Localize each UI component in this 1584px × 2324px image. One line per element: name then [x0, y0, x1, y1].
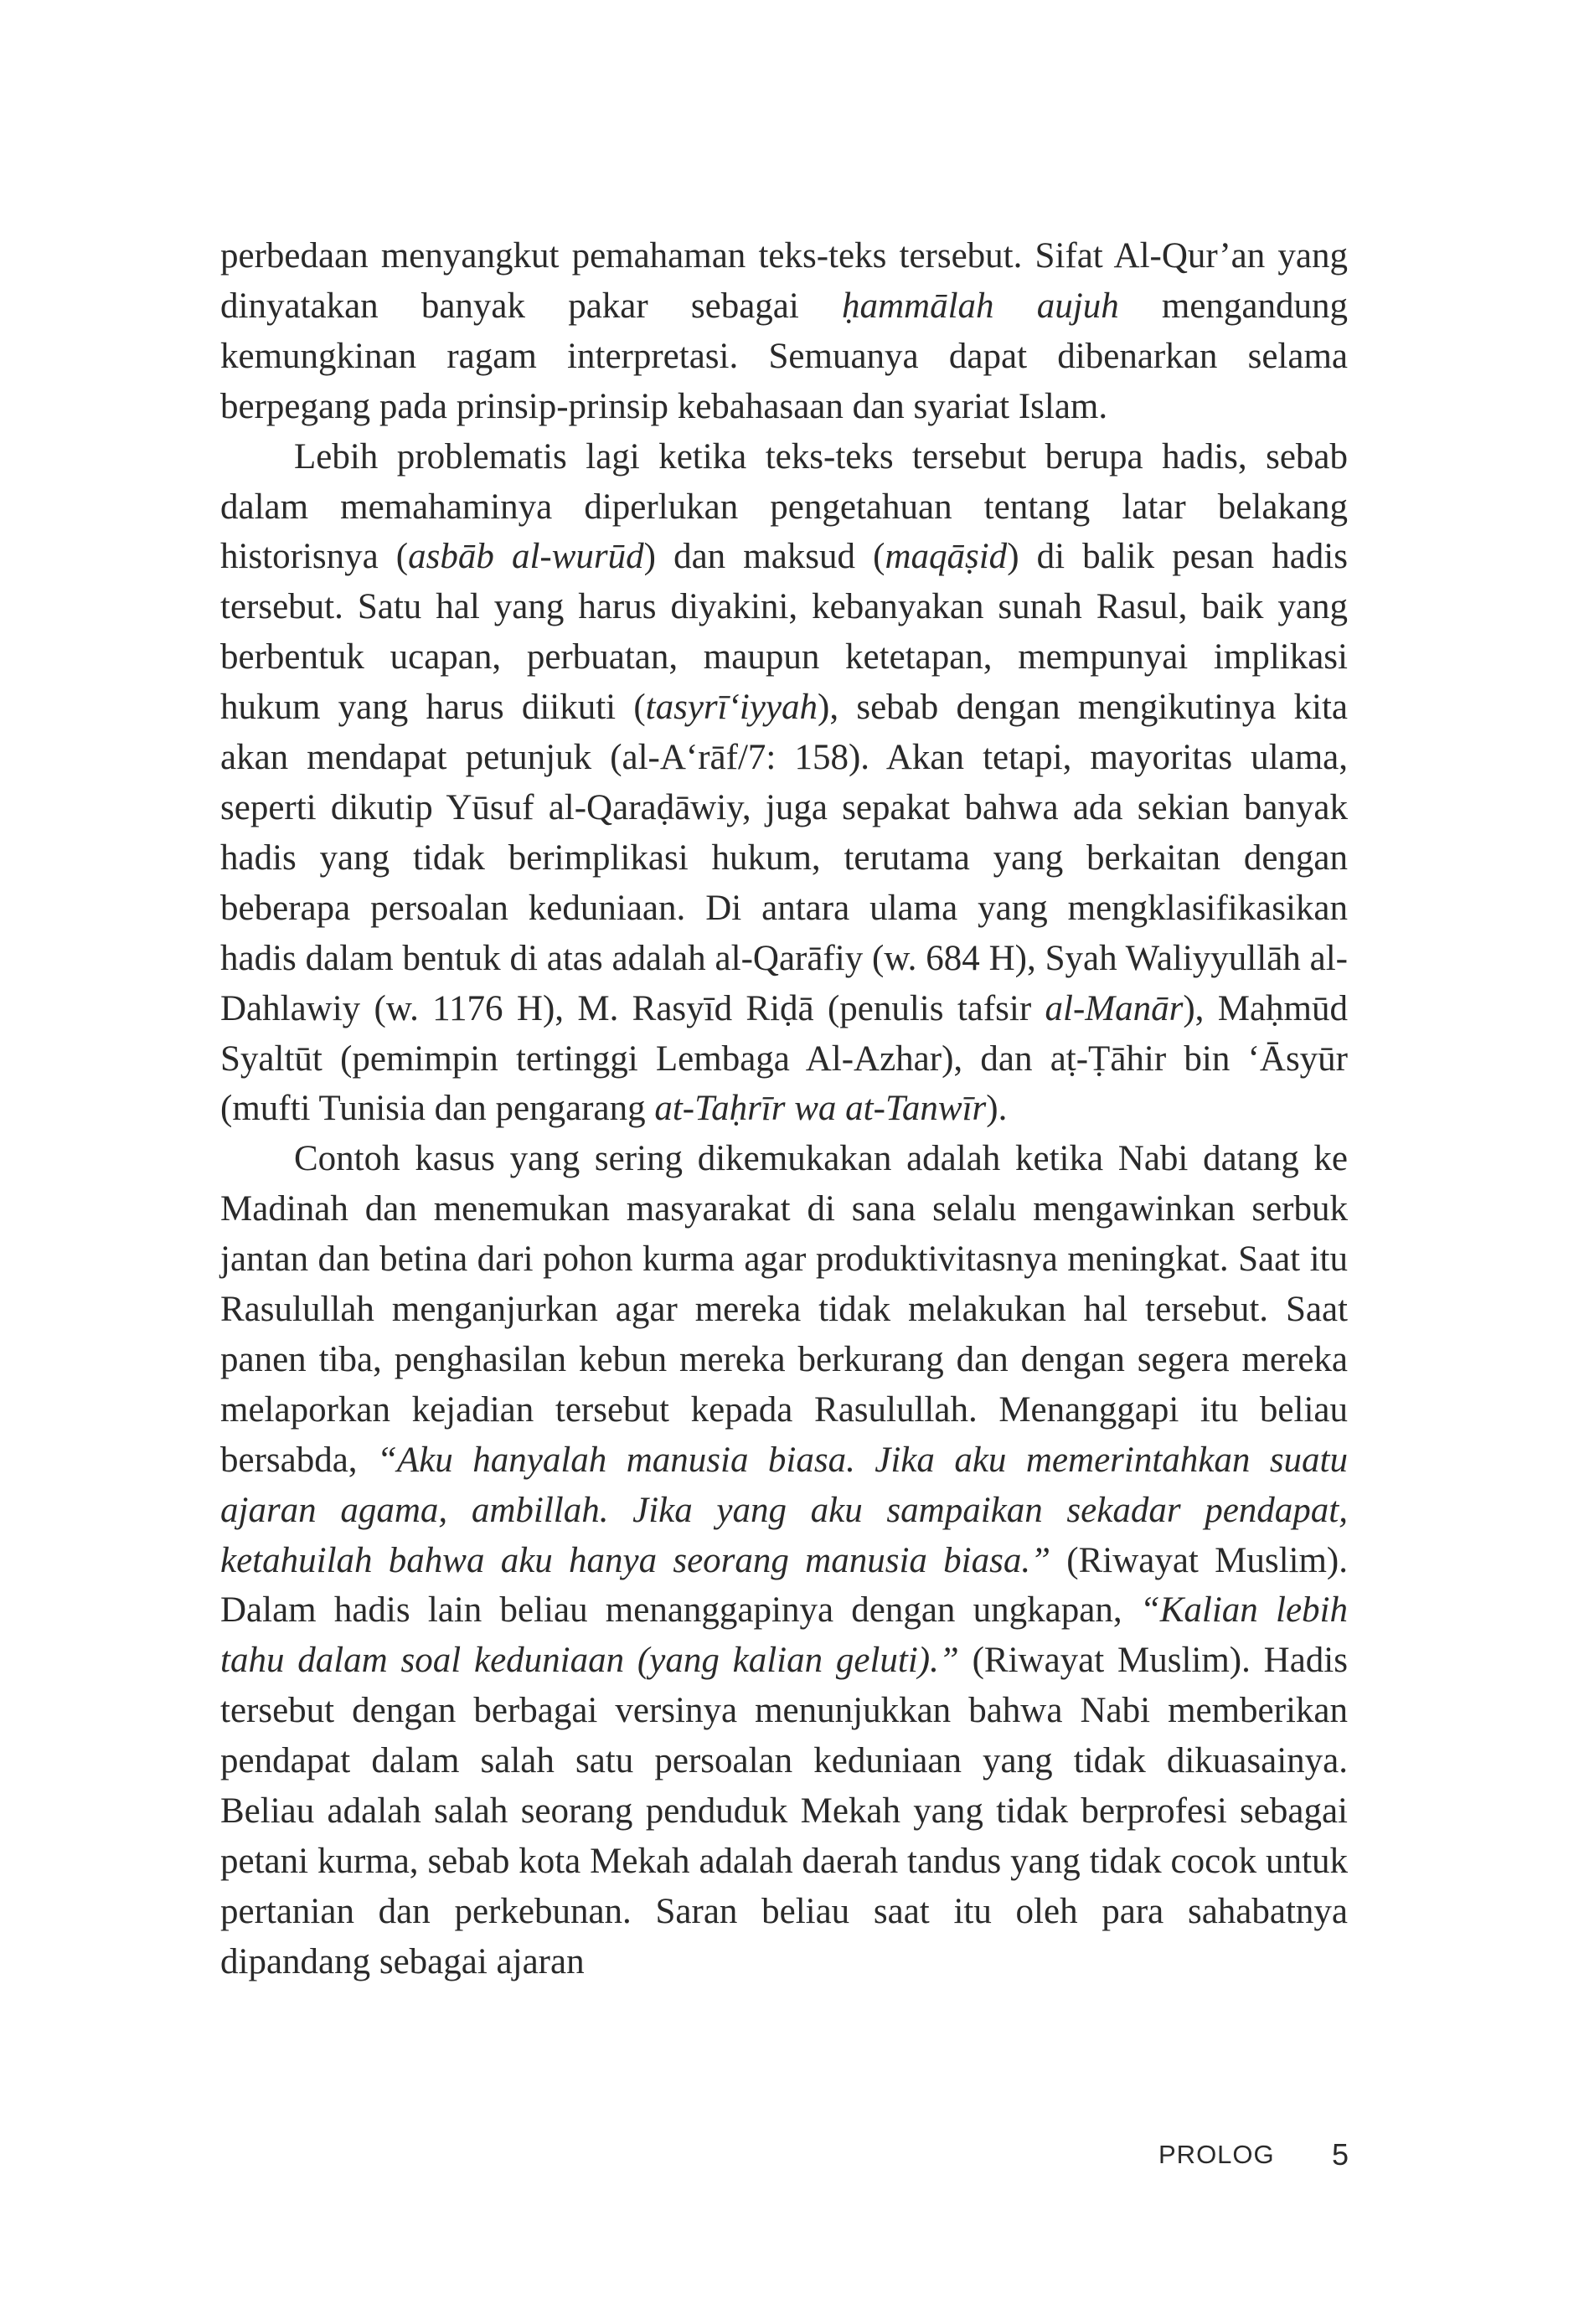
- paragraph-2-text-3: ) di balik pesan hadis tersebut. Satu hal yang harus diyakini, kebanyakan sunah Rasul, baik yang berbentuk ucapan, perbuatan, maupun ketetapan, mempunyai implikasi hukum yang harus diikuti (: [220, 537, 1348, 728]
- paragraph-2: [220, 432, 1348, 1135]
- paragraph-2-italic-5: at-Taḥrīr wa at-Tanwīr: [654, 1089, 987, 1129]
- paragraph-1-text-1: perbedaan menyangkut pemahaman teks-teks tersebut. Sifat Al-Qur’an yang dinyatakan banyak pakar sebagai: [220, 236, 1348, 326]
- paragraph-2-italic-3: tasyrī‘iyyah: [645, 688, 818, 728]
- paragraph-2-italic-1: asbāb al-wurūd: [408, 537, 644, 577]
- paragraph-3-italic-1: “Aku hanyalah manusia biasa. Jika aku memerintahkan suatu ajaran agama, ambillah. Jika yang aku sampaikan sekadar pendapat, ketahuilah bahwa aku hanya seorang manusia biasa.”: [220, 1440, 1348, 1580]
- paragraph-2-text-6: ).: [986, 1089, 1008, 1129]
- paragraph-2-italic-2: maqāṣid: [885, 537, 1008, 577]
- paragraph-3-text-1: Contoh kasus yang sering dikemukakan adalah ketika Nabi datang ke Madinah dan menemukan masyarakat di sana selalu mengawinkan serbuk jantan dan betina dari pohon kurma agar produktivitasnya meningkat. Saat itu Rasulullah menganjurkan agar mereka tidak melakukan hal tersebut. Saat panen tiba, penghasilan kebun mereka berkurang dan dengan segera mereka melaporkan kejadian tersebut kepada Rasulullah. Menanggapi itu beliau bersabda,: [220, 1139, 1348, 1480]
- paragraph-1: [220, 231, 1348, 432]
- running-footer-section: PROLOG: [1158, 2140, 1275, 2169]
- paragraph-3: [220, 1134, 1348, 1986]
- paragraph-2-italic-4: al-Manār: [1045, 988, 1184, 1028]
- paragraph-2-text-5: ), Maḥmūd Syaltūt (pemimpin tertinggi Lembaga Al-Azhar), dan aṭ-Ṭāhir bin ‘Āsyūr (mufti Tunisia dan pengarang: [220, 988, 1348, 1129]
- paragraph-3-text-3: (Riwayat Muslim). Hadis tersebut dengan berbagai versinya menunjukkan bahwa Nabi memberikan pendapat dalam salah satu persoalan keduniaan yang tidak dikuasainya. Beliau adalah salah seorang penduduk Mekah yang tidak berprofesi sebagai petani kurma, sebab kota Mekah adalah daerah tandus yang tidak cocok untuk pertanian dan perkebunan. Saran beliau saat itu oleh para sahabatnya dipandang sebagai ajaran: [220, 1641, 1348, 1981]
- body-text: [220, 231, 1348, 1987]
- paragraph-1-italic-1: ḥammālah aujuh: [842, 286, 1119, 326]
- paragraph-2-text-1: Lebih problematis lagi ketika teks-teks tersebut berupa hadis, sebab dalam memahaminya diperlukan pengetahuan tentang latar belakang historisnya (: [220, 436, 1348, 577]
- paragraph-2-text-4: ), sebab dengan mengikutinya kita akan mendapat petunjuk (al-A‘rāf/7: 158). Akan tetapi, mayoritas ulama, seperti dikutip Yūsuf al-Qaraḍāwiy, juga sepakat bahwa ada sekian banyak hadis yang tidak berimplikasi hukum, terutama yang berkaitan dengan beberapa persoalan keduniaan. Di antara ulama yang mengklasifikasikan hadis dalam bentuk di atas adalah al-Qarāfiy (w. 684 H), Syah Waliyyullāh al-Dahlawiy (w. 1176 H), M. Rasyīd Riḍā (penulis tafsir: [220, 688, 1348, 1028]
- paragraph-1-text-2: mengandung kemungkinan ragam interpretasi. Semuanya dapat dibenarkan selama berpegang pada prinsip-prinsip kebahasaan dan syariat Islam.: [220, 286, 1348, 426]
- paragraph-3-text-2: (Riwayat Muslim). Dalam hadis lain beliau menanggapinya dengan ungkapan,: [220, 1540, 1348, 1631]
- page-number: 5: [1332, 2137, 1349, 2172]
- paragraph-3-italic-2: “Kalian lebih tahu dalam soal keduniaan (yang kalian geluti).”: [220, 1590, 1349, 1681]
- paragraph-2-text-2: ) dan maksud (: [643, 537, 885, 577]
